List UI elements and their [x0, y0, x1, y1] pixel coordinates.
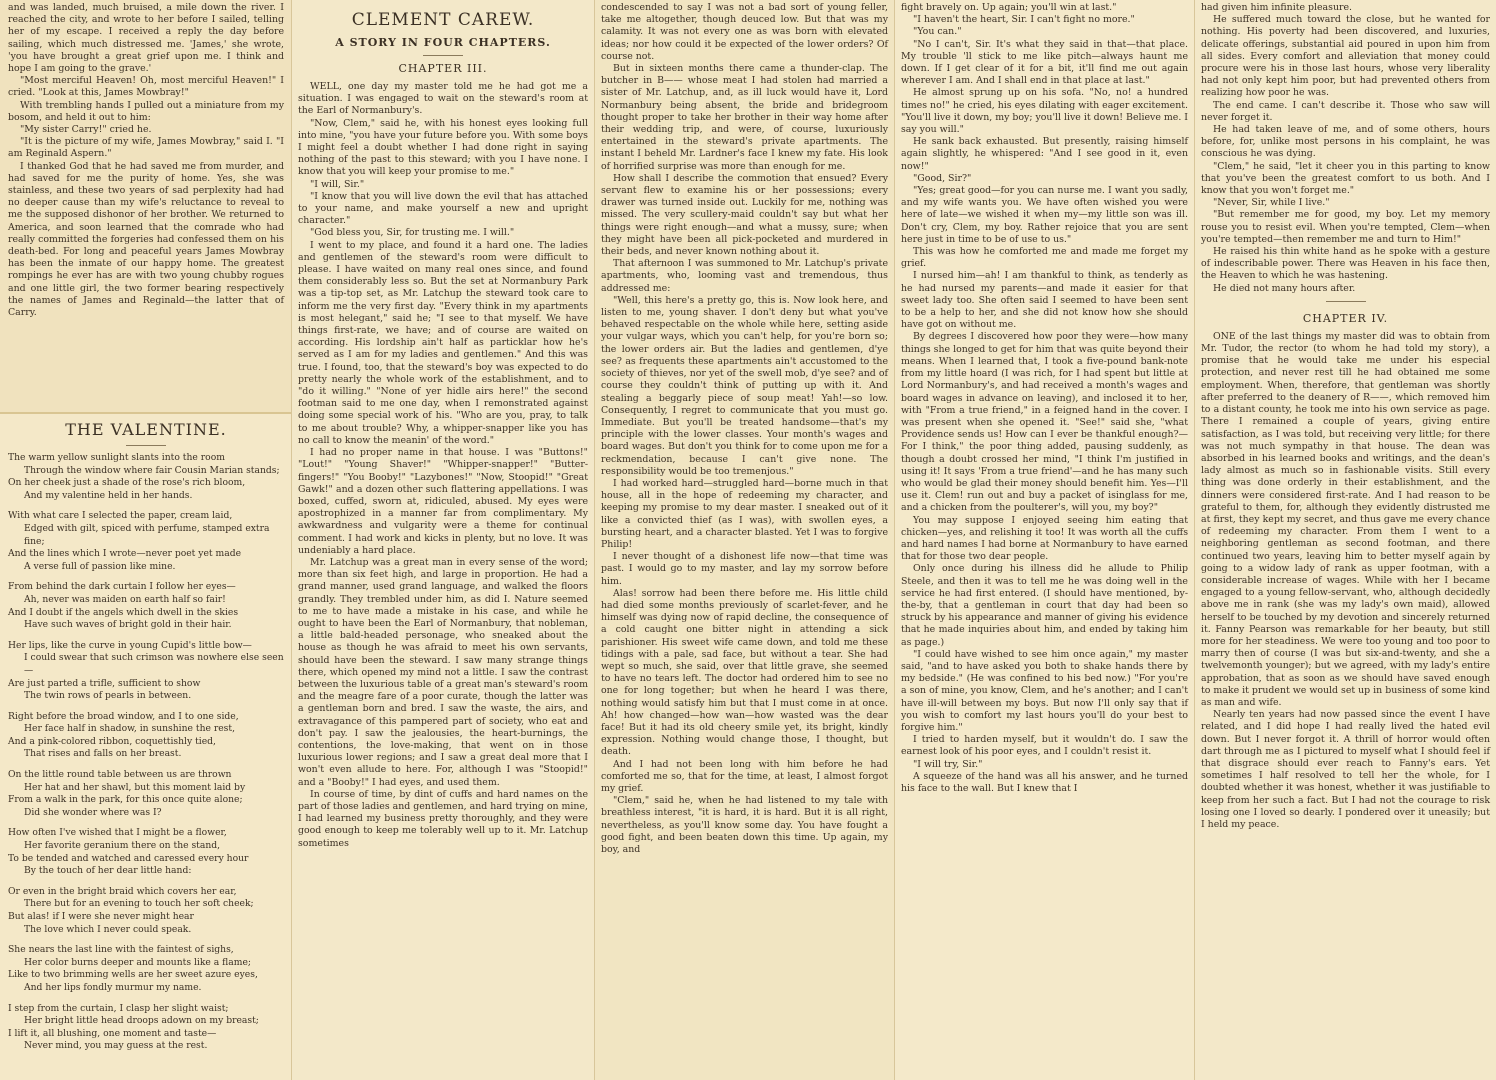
- paragraph: "You can.": [913, 26, 962, 38]
- poem-line: Her favorite geranium there on the stand,: [24, 840, 221, 852]
- poem-line: Her face half in shadow, in sunshine the rest,: [24, 723, 236, 735]
- poem-line: Her hat and her shawl, but this moment laid by: [24, 781, 246, 793]
- poem-line: She nears the last line with the faintest of sighs,: [8, 944, 234, 956]
- paragraph: "Clem," he said, "let it cheer you in this parting to know that you've been the greatest comfort to us both. And I know that you won't forget me.": [1201, 160, 1490, 197]
- poem-line: The twin rows of pearls in between.: [24, 690, 192, 702]
- column-4: [895, 0, 1195, 1080]
- poem-line: Ah, never was maiden on earth half so fair!: [24, 593, 226, 605]
- divider: [126, 445, 166, 446]
- story-subtitle: A STORY IN FOUR CHAPTERS.: [335, 36, 551, 49]
- paragraph: Nearly ten years had now passed since the event I have related, and I did hope I had really lived the hated evil down. But I never forgot it. A thrill of horror would often dart through me as I pictured to myself what I should feel if that disgrace should ever reach to Fanny's ears. Yet sometimes I half resolved to tell her the whole, for I doubted whether it was honest, whether it was justifiable to keep from her such a fact. But I had not the courage to risk losing one I loved so dearly. I pondered over it uneasily; but I held my peace.: [1201, 709, 1490, 830]
- poem-line: On the little round table between us are thrown: [8, 769, 232, 781]
- poem-line: Like to two brimming wells are her sweet azure eyes,: [8, 969, 258, 981]
- poem-line: Her lips, like the curve in young Cupid's little bow—: [8, 639, 252, 651]
- paragraph: "I will try, Sir.": [913, 758, 983, 770]
- paragraph: "Now, Clem," said he, with his honest eyes looking full into mine, "you have your future before you. With some boys I might feel a doubt whether I had done right in saying nothing of the past to this steward; with you I have none. I know that you will keep your promise to me.": [298, 117, 588, 178]
- paragraph: "Well, this here's a pretty go, this is. Now look here, and listen to me, young shaver. I don't deny but what you've behaved respectable on the whole while here, setting aside your vulgar ways, which you can't help, for you're born so; the lower orders air. But the ladies and gentlemen, d'ye see? as frequents these apartments ain't accustomed to the society of thieves, nor yet of the swell mob, d'ye see? and of course they couldn't think of putting up with it. And stealing a beggarly piece of soup meat! Yah!—so low. Consequently, I regret to communicate that you must go. Immediate. But you'll be treated handsome—that's my principle with the lower classes. Your month's wages and board wages. But don't you think for to come upon me for a reckmendation, because I can't give none. The responsibility would be too tremenjous.": [601, 294, 888, 477]
- paragraph: "I haven't the heart, Sir. I can't fight no more.": [913, 14, 1135, 26]
- story-ending-text: [0, 0, 292, 319]
- paragraph: I went to my place, and found it a hard one. The ladies and gentlemen of the steward's room were difficult to please. I have waited on many real ones since, and found them considerably less so. But the set at Normanbury Park was a tip-top set, as Mr. Latchup the steward took care to inform me the very first day. "Every think in my apartments is most helegant," said he; "I see to that myself. We have things first-rate, we have; and of course are waited on according. His lordship ain't half as particklar how he's served as I am for my ladies and gentlemen." And this was true. I found, too, that the steward's boy was expected to do pretty nearly the whole work of the establishment, and to "do it willing." "None of yer hidle airs here!" the second footman said to me one day, when I remonstrated against doing some special work of his. "Who are you, pray, to talk to me about trouble? Why, a whipper-snapper like you has no call to know the meanin' of the word.": [298, 239, 588, 446]
- poem-line: Did she wonder where was I?: [24, 806, 162, 818]
- poem-line: And I doubt if the angels which dwell in the skies: [8, 606, 239, 618]
- poem-line: How often I've wished that I might be a flower,: [8, 827, 227, 839]
- paragraph: "I know that you will live down the evil that has attached to your name, and make yourself a new and upright character.": [298, 190, 588, 227]
- paragraph: I thanked God that he had saved me from murder, and had saved for me the purity of home. Yes, she was stainless, and these two years of sad perplexity had had no deeper cause than my wife's reluctance to reveal to me the supposed dishonor of her brother. We returned to America, and soon learned that the comrade who had really committed the forgeries had confessed them on his death-bed. For long and peaceful years James Mowbray has been the inmate of our happy home. The greatest rompings he ever has are with two young chubby rogues and one little girl, the two former bearing respectively the names of James and Reginald—the latter that of Carry.: [8, 160, 284, 319]
- poem-line: Have such waves of bright gold in their hair.: [24, 619, 232, 631]
- poem-line: And her lips fondly murmur my name.: [24, 981, 202, 993]
- column-3: [595, 0, 895, 1080]
- paragraph: "No I can't, Sir. It's what they said in that—that place. My trouble 'll stick to me like pitch—always haunt me down. If I get clear of it for a bit, it'll find me out again wherever I am. And I shall end in that place at last.": [901, 38, 1188, 87]
- paragraph: You may suppose I enjoyed seeing him eating that chicken—yes, and relishing it too! It was worth all the cuffs and hard names I had borne at Normanbury to have earned that for those two dear people.: [901, 514, 1188, 563]
- story-ending-clipping: [0, 0, 292, 412]
- paragraph: He raised his thin white hand as he spoke with a gesture of indescribable power. There was Heaven in his face then, the Heaven to which he was hastening.: [1201, 246, 1490, 282]
- paragraph: "It is the picture of my wife, James Mowbray," said I. "I am Reginald Aspern.": [8, 136, 284, 160]
- paragraph: In course of time, by dint of cuffs and hard names on the part of those ladies and gentlemen, and hard trying on mine, I had learned my business pretty thoroughly, and they were good enough to keep me tolerably well up to it. Mr. Latchup sometimes: [298, 788, 588, 849]
- paragraph: Mr. Latchup was a great man in every sense of the word; more than six feet high, and large in proportion. He had a grand manner, used grand language, and walked the floors grandly. They trembled under him, as did I. Nature seemed to me to have made a mistake in his case, and while he ought to have been the Earl of Normanbury, that nobleman, a little bald-headed personage, who sneaked about the house as though he was afraid to meet his own servants, should have been the steward. I saw many strange things there, which opened my mind not a little. I saw the contrast between the luxurious table of a great man's steward's room and the meagre fare of a poor curate, though the latter was a gentleman born and bred. I saw the waste, the airs, and extravagance of this pampered part of society, who eat and don't pay. I saw the jealousies, the heart-burnings, the contentions, the love-making, that went on in those luxurious lower regions; and I saw a great deal more that I won't even allude to here. For, although I was "Stoopid!" and a "Booby!" I had eyes, and used them.: [298, 556, 588, 788]
- paragraph: condescended to say I was not a bad sort of young feller, take me altogether, though deuced low. But that was my calamity. It was not every one as was born with elevated ideas; nor how could it be expected of the lower orders? Of course not.: [601, 2, 888, 62]
- column-2: [292, 0, 595, 1080]
- poem-title: THE VALENTINE.: [65, 420, 227, 439]
- paragraph: He died not many hours after.: [1213, 282, 1356, 294]
- chapter-heading: CHAPTER III.: [398, 62, 488, 75]
- paragraph: "Never, Sir, while I live.": [1213, 197, 1330, 209]
- poem-line: Her color burns deeper and mounts like a flame;: [24, 956, 252, 968]
- column-5: [1195, 0, 1496, 1080]
- paragraph: I tried to harden myself, but it wouldn't do. I saw the earnest look of his poor eyes, and I couldn't resist it.: [901, 734, 1188, 758]
- chapter-3-ending-text: [1201, 2, 1490, 295]
- paragraph: WELL, one day my master told me he had got me a situation. I was engaged to wait on the steward's room at the Earl of Normanbury's.: [298, 81, 588, 117]
- poem-line: And my valentine held in her hands.: [24, 489, 193, 501]
- poem-line: The warm yellow sunlight slants into the room: [8, 452, 225, 463]
- paragraph: ONE of the last things my master did was to obtain from Mr. Tudor, the rector (to whom he had told my story), a promise that he would take me under his especial protection, and never rest till he had obtained me some employment. When, therefore, that gentleman was shortly after preferred to the deanery of R——, which removed him to a distant county, he took me into his own service as page. There I remained a couple of years, giving entire satisfaction, as I was told, but receiving very little; for there was not much sympathy in that house. The dean was absorbed in his learned books and writings, and the dean's lady almost as much so in fashionable visits. Still every thing was done orderly in their establishment, and the dinners were considered first-rate. And I had reason to be grateful to them, for, although they evidently distrusted me at first, they kept my secret, and thus gave me every chance of redeeming my character. From them I went to a neighboring gentleman as second footman, and there continued two years, leaving him to better myself again by going to a widow lady of rank as upper footman, with a considerable increase of wages. While with her I became engaged to a young fellow-servant, who, although decidedly above me in rank (she was my lady's own maid), allowed herself to be touched by my devotion and sincerely returned it. Fanny Pearson was remarkable for her beauty, but still more for her steadiness. We were too young and too poor to marry then of course (I was but six-and-twenty, and she a twelvemonth younger); but we agreed, with my lady's entire approbation, that as soon as we should have saved enough to make it prudent we would set up in business of some kind as man and wife.: [1201, 330, 1490, 708]
- poem-line: There but for an evening to touch her soft cheek;: [24, 898, 254, 910]
- column-1: [0, 0, 292, 1080]
- divider: [423, 55, 463, 56]
- paragraph: "Most merciful Heaven! Oh, most merciful Heaven!" I cried. "Look at this, James Mowbray!": [8, 75, 284, 99]
- paragraph: and was landed, much bruised, a mile down the river. I reached the city, and wrote to her before I sailed, telling her of my escape. I received a reply the day before sailing, which much distressed me. 'James,' she wrote, 'you have brought a great grief upon me. I think and hope I am going to the grave.': [8, 2, 284, 75]
- poem-line: Edged with gilt, spiced with perfume, stamped extra fine;: [24, 522, 270, 547]
- paragraph: "But remember me for good, my boy. Let my memory rouse you to resist evil. When you're tempted, Clem—when you're tempted—then remember me and turn to Him!": [1201, 209, 1490, 245]
- paragraph: "My sister Carry!" cried he.: [20, 124, 152, 136]
- poem-line: To be tended and watched and caressed every hour: [8, 852, 249, 864]
- paragraph: I had no proper name in that house. I was "Buttons!" "Lout!" "Young Shaver!" "Whipper-snapper!" "Butter-fingers!" "You Booby!" "Lazybones!" "Now, Stoopid!" "Great Gawk!" and a dozen other such flattering appellations. I was boxed, cuffed, sworn at, ridiculed, abused. My eyes were apostrophized in a manner far from complimentary. My awkwardness and vulgarity were a theme for continual comment. I had work and kicks in plenty, but no love. It was undeniably a hard place.: [298, 447, 588, 556]
- chapter-3-text: [298, 81, 588, 850]
- paragraph: fight bravely on. Up again; you'll win at last.": [901, 2, 1117, 13]
- paragraph: This was how he comforted me and made me forget my grief.: [901, 246, 1188, 270]
- paragraph: I never thought of a dishonest life now—that time was past. I would go to my master, and lay my sorrow before him.: [601, 551, 888, 587]
- paragraph: A squeeze of the hand was all his answer, and he turned his face to the wall. But I knew that I: [901, 770, 1188, 794]
- paragraph: "Good, Sir?": [913, 172, 972, 184]
- chapter-4-text: [1201, 331, 1490, 831]
- poem-line: Never mind, you may guess at the rest.: [24, 1040, 208, 1052]
- poem-line: By the touch of her dear little hand:: [24, 865, 192, 877]
- paragraph: He almost sprung up on his sofa. "No, no! a hundred times no!" he cried, his eyes dilating with eager excitement. "You'll live it down, my boy; you'll live it down! Believe me. I say you will.": [901, 87, 1188, 136]
- paragraph: He suffered much toward the close, but he wanted for nothing. His poverty had been discovered, and luxuries, delicate offerings, substantial aid poured in upon him from all sides. Every comfort and alleviation that money could procure were his in those last hours, whose very liberality had not only kept him poor, but had prevented others from realizing how poor he was.: [1201, 14, 1490, 99]
- poem-line: I lift it, all blushing, one moment and taste—: [8, 1027, 217, 1039]
- poem-line: And the lines which I wrote—never poet yet made: [8, 548, 242, 560]
- poem-line: From a walk in the park, for this once quite alone;: [8, 794, 243, 806]
- paragraph: had given him infinite pleasure.: [1201, 2, 1352, 13]
- paragraph: "I will, Sir.": [310, 178, 365, 190]
- poem-line: With what care I selected the paper, cream laid,: [8, 510, 233, 522]
- poem-line: Or even in the bright braid which covers her ear,: [8, 885, 237, 897]
- poem-line: And a pink-colored ribbon, coquettishly tied,: [8, 735, 216, 747]
- paragraph: That afternoon I was summoned to Mr. Latchup's private apartments, who, looming vast and tremendous, thus addressed me:: [601, 258, 888, 294]
- paragraph: Only once during his illness did he allude to Philip Steele, and then it was to tell me he was doing well in the service he had first entered. (I should have mentioned, by-the-by, that a gentleman in court that day had been so struck by his appearance and manner of giving his evidence that he made inquiries about him, and ended by taking him as page.): [901, 563, 1188, 648]
- poem-line: But alas! if I were she never might hear: [8, 911, 194, 922]
- poem-line: Right before the broad window, and I to one side,: [8, 710, 239, 722]
- paragraph: "I could have wished to see him once again," my master said, "and to have asked you both to shake hands there by my bedside." (He was confined to his bed now.) "For you're a son of mine, you know, Clem, and he's another; and I can't have ill-will between my boys. But now I'll only say that if you wish to comfort my last hours you'll do your best to forgive him.": [901, 648, 1188, 733]
- story-title: CLEMENT CAREW.: [351, 10, 535, 30]
- poem-line: Through the window where fair Cousin Marian stands;: [24, 464, 280, 476]
- paragraph: And I had not been long with him before he had comforted me so, that for the time, at least, I almost forgot my grief.: [601, 758, 888, 794]
- poem-line: Her bright little head droops adown on my breast;: [24, 1015, 259, 1027]
- poem-line: That rises and falls on her breast.: [24, 748, 182, 760]
- chapter-heading: CHAPTER IV.: [1302, 311, 1389, 325]
- divider: [1326, 301, 1366, 302]
- paragraph: Alas! sorrow had been there before me. His little child had died some months previously of scarlet-fever, and he himself was dying now of rapid decline, the consequence of a cold caught one bitter night in attending a sick parishioner. His sweet wife came down, and told me these tidings with a pale, sad face, but without a tear. She had wept so much, she said, over that little grave, she seemed to have no tears left. The doctor had ordered him to see no one for long together; but when he heard I was there, nothing would satisfy him but that I must come in at once. Ah! how changed—how wan—how wasted was the dear face! But it had its old cheery smile yet, its bright, kindly expression. Nothing would change those, I thought, but death.: [601, 587, 888, 758]
- chapter-3-continued-text-2: [901, 2, 1188, 795]
- paragraph: He had taken leave of me, and of some others, hours before, for, unlike most persons in his complaint, he was conscious he was dying.: [1201, 124, 1490, 160]
- paragraph: I nursed him—ah! I am thankful to think, as tenderly as he had nursed my parents—and made it easier for that sweet lady too. She often said I seemed to have been sent to be a help to her, and she did not know how she should have got on without me.: [901, 270, 1188, 331]
- paragraph: The end came. I can't describe it. Those who saw will never forget it.: [1201, 99, 1490, 123]
- paragraph: "Clem," said he, when he had listened to my tale with breathless interest, "it is hard, it is hard. But it is all right, nevertheless, as you'll know some day. You have fought a good fight, and been beaten down this time. Up again, my boy, and: [601, 795, 888, 856]
- paragraph: "Yes; great good—for you can nurse me. I want you sadly, and my wife wants you. We have often wished you were here of late—we wished it when my—my little son was ill. Don't cry, Clem, my boy. Rather rejoice that you are sent here just in time to be of use to us.": [901, 185, 1188, 245]
- poem-body: [0, 452, 292, 1053]
- paragraph: "God bless you, Sir, for trusting me. I will.": [310, 227, 515, 239]
- poem-line: On her cheek just a shade of the rose's rich bloom,: [8, 477, 246, 489]
- poem-line: From behind the dark curtain I follow her eyes—: [8, 581, 236, 593]
- paragraph: With trembling hands I pulled out a miniature from my bosom, and held it out to him:: [8, 99, 284, 123]
- poem-line: I could swear that such crimson was nowhere else seen—: [24, 652, 284, 676]
- poem-line: Are just parted a trifle, sufficient to show: [8, 677, 201, 689]
- poem-line: I step from the curtain, I clasp her slight waist;: [8, 1002, 229, 1014]
- chapter-3-continued-text: [601, 2, 888, 856]
- poem-clipping: [0, 412, 292, 1080]
- paragraph: But in sixteen months there came a thunder-clap. The butcher in B—— whose meat I had stolen had married a sister of Mr. Latchup, and, as ill luck would have it, Lord Normanbury being absent, the bride and bridegroom thought proper to take her brother in their way home after their wedding trip, and were, of course, luxuriously entertained in the steward's private apartments. The instant I beheld Mr. Lardner's face I knew my fate. His look of horrified surprise was more than enough for me.: [601, 63, 888, 172]
- paragraph: How shall I describe the commotion that ensued? Every servant flew to examine his or her possessions; every drawer was turned inside out. Luckily for me, nothing was missed. The very scullery-maid couldn't say but what her things were right enough—and what a mussy, sure; when they might have been all pick-pocketed and murdered in their beds, and never known nothing about it.: [601, 172, 888, 258]
- paragraph: I had worked hard—struggled hard—borne much in that house, all in the hope of redeeming my character, and keeping my promise to my dear master. I sneaked out of it like a convicted thief (as I was), with swollen eyes, a bursting heart, and a character blasted. Yet I was to forgive Philip!: [601, 477, 888, 550]
- paragraph: By degrees I discovered how poor they were—how many things she longed to get for him that was quite beyond their means. When I learned that, I took a five-pound bank-note from my little hoard (I was rich, for I had spent but little at Lord Normanbury's, and had received a month's wages and board wages in advance on leaving), and inclosed it to her, with "From a true friend," in a feigned hand in the cover. I was present when she opened it. "See!" said she, "what Providence sends us! How can I ever be thankful enough?—For I think," the poor thing added, pausing suddenly, as though a doubt crossed her mind, "I think I'm justified in using it! It says 'From a true friend'—and he has many such who would be glad their money should benefit him. Yes—I'll use it. Clem! run out and buy a packet of isinglass for me, and a chicken from the poulterer's, will you, my boy?": [901, 331, 1188, 514]
- poem-line: The love which I never could speak.: [24, 923, 192, 935]
- poem-line: A verse full of passion like mine.: [24, 560, 176, 572]
- paragraph: He sank back exhausted. But presently, raising himself again slightly, he whispered: "And I see good in it, even now!": [901, 136, 1188, 172]
